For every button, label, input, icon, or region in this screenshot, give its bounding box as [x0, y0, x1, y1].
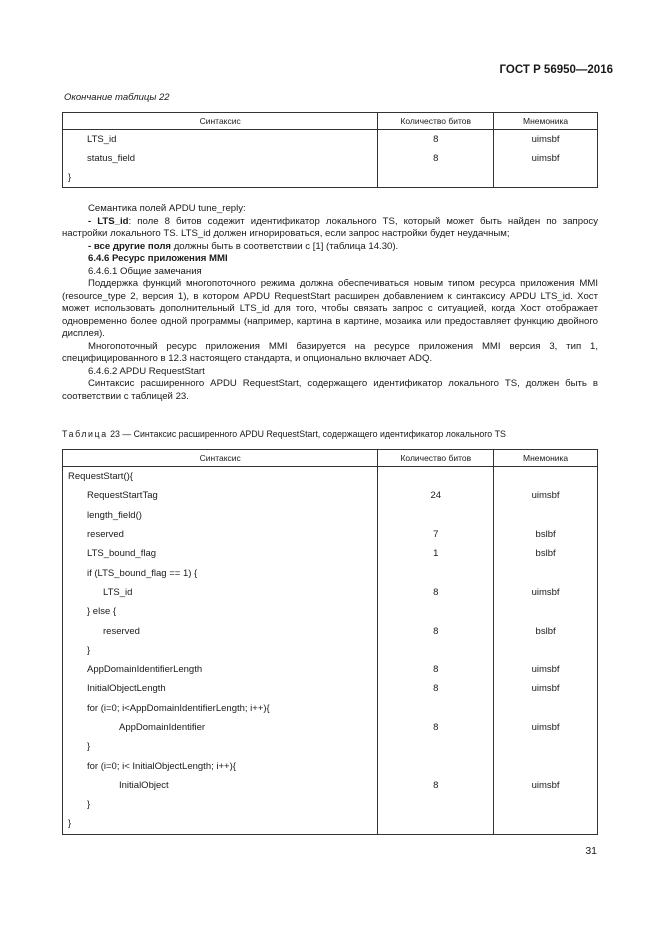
bits-cell: [378, 563, 494, 582]
caption-text: 23 — Синтаксис расширенного APDU RequestStart, содержащего идентификатор локального TS: [107, 429, 506, 439]
table-row: [63, 506, 598, 525]
bits-cell: 8: [378, 776, 494, 795]
bits-cell: [378, 699, 494, 718]
syntax-cell: for (i=0; i< InitialObjectLength; i++){: [63, 756, 378, 775]
mnemonic-cell: [494, 737, 598, 756]
table-row: [63, 814, 598, 834]
mnemonic-cell: [494, 699, 598, 718]
mnemonic-cell: bslbf: [494, 525, 598, 544]
column-header-bits: Количество битов: [378, 450, 494, 467]
table-row: [63, 467, 598, 487]
syntax-cell: for (i=0; i<AppDomainIdentifierLength; i++){: [63, 699, 378, 718]
table-row: [63, 486, 598, 505]
bits-cell: 8: [378, 130, 494, 150]
table-row: [63, 718, 598, 737]
syntax-cell: InitialObjectLength: [63, 679, 378, 698]
paragraph-mmi-resource: Многопоточный ресурс приложения MMI базируется на ресурсе приложения MMI версия 3, тип 1, специфицированного в 12.3 настоящего стандарта, и опционально включает ADQ.: [62, 340, 598, 364]
syntax-cell: }: [63, 737, 378, 756]
syntax-cell: InitialObject: [63, 776, 378, 795]
table-row: [63, 776, 598, 795]
mnemonic-cell: uimsbf: [494, 679, 598, 698]
section-heading-6-4-6: 6.4.6 Ресурс приложения MMI: [88, 253, 228, 264]
column-header-mnemonic: Мнемоника: [494, 113, 598, 130]
mnemonic-cell: uimsbf: [494, 718, 598, 737]
syntax-cell: AppDomainIdentifierLength: [63, 660, 378, 679]
mnemonic-cell: [494, 563, 598, 582]
syntax-cell: LTS_bound_flag: [63, 544, 378, 563]
table-23-caption: [62, 429, 506, 439]
table-row: [63, 563, 598, 582]
mnemonic-cell: [494, 795, 598, 814]
caption-label: Таблица: [62, 429, 108, 439]
bits-cell: 8: [378, 660, 494, 679]
paragraph-multistream-support: Поддержка функций многопоточного режима должна обеспечиваться новым типом ресурса приложения MMI (resource_type 2, версия 1), в котором APDU RequestStart расширен добавлением к синтаксису APDU LTS_id. Хост может использовать дополнительный LTS_id для того, чтобы связать запрос с ситуацией, когда Хост отображает одновременно более одной программы (например, картина в картине, мозаика или предоставляет функцию двойного дисплея).: [62, 278, 598, 339]
syntax-cell: }: [63, 168, 378, 188]
table-row: [63, 544, 598, 563]
syntax-cell: AppDomainIdentifier: [63, 718, 378, 737]
term-lts-id: - LTS_id: [88, 215, 129, 227]
syntax-cell: }: [63, 814, 378, 834]
syntax-cell: reserved: [63, 621, 378, 640]
mnemonic-cell: [494, 756, 598, 775]
bits-cell: [378, 795, 494, 814]
bits-cell: 8: [378, 718, 494, 737]
table-row: [63, 756, 598, 775]
bits-cell: [378, 168, 494, 188]
table-row: [63, 149, 598, 168]
table-row: [63, 583, 598, 602]
table-row: [63, 737, 598, 756]
syntax-cell: if (LTS_bound_flag == 1) {: [63, 563, 378, 582]
mnemonic-cell: uimsbf: [494, 660, 598, 679]
bits-cell: [378, 737, 494, 756]
bits-cell: 24: [378, 486, 494, 505]
mnemonic-cell: [494, 641, 598, 660]
bits-cell: 1: [378, 544, 494, 563]
column-header-bits: Количество битов: [378, 113, 494, 130]
syntax-cell: status_field: [63, 149, 378, 168]
syntax-cell: length_field(): [63, 506, 378, 525]
table-row: [63, 699, 598, 718]
syntax-cell: }: [63, 641, 378, 660]
bits-cell: [378, 467, 494, 487]
subsection-heading-6-4-6-2: 6.4.6.2 APDU RequestStart: [88, 365, 205, 377]
column-header-mnemonic: Мнемоника: [494, 450, 598, 467]
mnemonic-cell: [494, 602, 598, 621]
mnemonic-cell: uimsbf: [494, 776, 598, 795]
bits-cell: 7: [378, 525, 494, 544]
bits-cell: 8: [378, 679, 494, 698]
column-header-syntax: Синтаксис: [63, 113, 378, 130]
document-standard-number: ГОСТ Р 56950—2016: [499, 64, 613, 76]
bits-cell: 8: [378, 583, 494, 602]
column-header-syntax: Синтаксис: [63, 450, 378, 467]
mnemonic-cell: uimsbf: [494, 583, 598, 602]
mnemonic-cell: [494, 168, 598, 188]
paragraph-lts-id: - LTS_id: поле 8 битов содежит идентификатор локального TS, который может быть найден по запросу настройки локального TS. LTS_id должен игнорироваться, если запрос настройки будет неудачным;: [62, 215, 598, 239]
syntax-cell: }: [63, 795, 378, 814]
syntax-cell: reserved: [63, 525, 378, 544]
syntax-table-22: [62, 112, 598, 188]
paragraph-other-fields: - все другие поля должны быть в соответствии с [1] (таблица 14.30).: [88, 240, 399, 252]
bits-cell: [378, 641, 494, 660]
table-row: [63, 795, 598, 814]
table-row: [63, 602, 598, 621]
subsection-heading-6-4-6-1: 6.4.6.1 Общие замечания: [88, 265, 202, 277]
page-number: 31: [585, 845, 597, 857]
table-row: [63, 130, 598, 150]
table-row: [63, 621, 598, 640]
syntax-cell: LTS_id: [63, 130, 378, 150]
mnemonic-cell: uimsbf: [494, 130, 598, 150]
table-row: [63, 679, 598, 698]
syntax-cell: } else {: [63, 602, 378, 621]
body-text: [62, 203, 598, 403]
syntax-cell: RequestStartTag: [63, 486, 378, 505]
mnemonic-cell: uimsbf: [494, 149, 598, 168]
bits-cell: 8: [378, 621, 494, 640]
mnemonic-cell: [494, 506, 598, 525]
bits-cell: 8: [378, 149, 494, 168]
mnemonic-cell: [494, 467, 598, 487]
bits-cell: [378, 506, 494, 525]
mnemonic-cell: bslbf: [494, 621, 598, 640]
bits-cell: [378, 756, 494, 775]
table-row: [63, 660, 598, 679]
table-row: [63, 641, 598, 660]
table-row: [63, 168, 598, 188]
mnemonic-cell: bslbf: [494, 544, 598, 563]
term-other-fields: - все другие поля: [88, 240, 172, 252]
syntax-cell: RequestStart(){: [63, 467, 378, 487]
mnemonic-cell: uimsbf: [494, 486, 598, 505]
syntax-table-23: [62, 449, 598, 835]
paragraph-semantics-intro: Семантика полей APDU tune_reply:: [88, 203, 246, 214]
paragraph-requeststart-syntax: Синтаксис расширенного APDU RequestStart, содержащего идентификатор локального TS, должен быть в соответствии с таблицей 23.: [62, 378, 598, 402]
syntax-cell: LTS_id: [63, 583, 378, 602]
bits-cell: [378, 602, 494, 621]
table-continuation-label: Окончание таблицы 22: [64, 92, 170, 103]
mnemonic-cell: [494, 814, 598, 834]
table-row: [63, 525, 598, 544]
bits-cell: [378, 814, 494, 834]
